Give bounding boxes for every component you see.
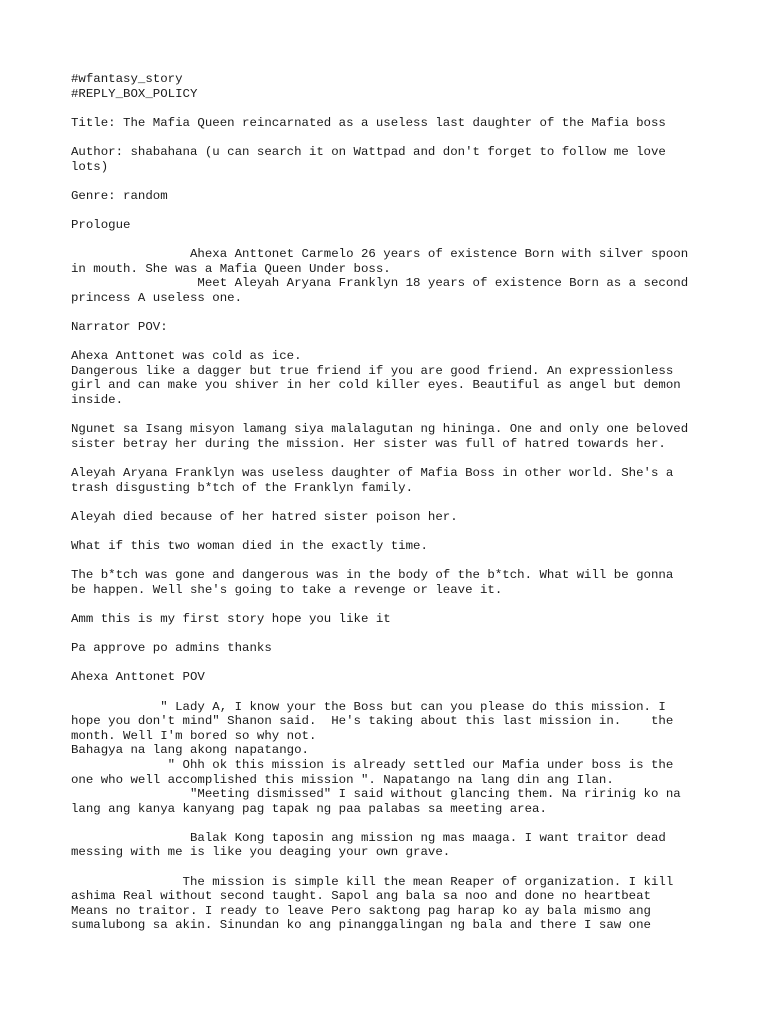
blank-line	[71, 860, 711, 875]
text-line: sister betray her during the mission. Her sister was full of hatred towards her.	[71, 436, 666, 451]
text-line: hope you don't mind" Shanon said. He's taking about this last mission in. the	[71, 714, 674, 729]
blank-line	[71, 495, 711, 510]
blank-line	[71, 130, 711, 145]
text-line: " Ohh ok this mission is already settled our Mafia under boss is the	[71, 757, 674, 772]
text-line: #wfantasy_story	[71, 72, 183, 86]
text-line: Genre: random	[71, 188, 168, 203]
text-line: Narrator POV:	[71, 320, 168, 335]
text-line: Dangerous like a dagger but true friend if you are good friend. An expressionless	[71, 363, 674, 378]
blank-line	[71, 174, 711, 189]
text-line: Pa approve po admins thanks	[71, 641, 272, 656]
blank-line	[71, 101, 711, 116]
text-line: " Lady A, I know your the Boss but can you please do this mission. I	[71, 699, 666, 714]
blank-line	[71, 685, 711, 700]
text-line: #REPLY_BOX_POLICY	[71, 86, 198, 101]
text-line: Amm this is my first story hope you like it	[71, 611, 391, 626]
document-body	[71, 72, 711, 933]
text-line: Ahexa Anttonet POV	[71, 670, 205, 685]
text-line: messing with me is like you deaging your own grave.	[71, 845, 451, 860]
text-line: lots)	[71, 159, 109, 174]
text-line: ashima Real without second taught. Sapol ang bala sa noo and done no heartbeat	[71, 889, 651, 904]
text-line: Aleyah died because of her hatred sister poison her.	[71, 509, 458, 524]
text-line: one who well accomplished this mission ". Napatango na lang din ang Ilan.	[71, 772, 614, 787]
text-line: Title: The Mafia Queen reincarnated as a useless last daughter of the Mafia boss	[71, 115, 666, 130]
text-line: Aleyah Aryana Franklyn was useless daughter of Mafia Boss in other world. She's a	[71, 466, 674, 481]
blank-line	[71, 627, 711, 642]
text-line: "Meeting dismissed" I said without glancing them. Na ririnig ko na	[71, 787, 681, 802]
text-line: Balak Kong taposin ang mission ng mas maaga. I want traitor dead	[71, 830, 666, 845]
blank-line	[71, 451, 711, 466]
blank-line	[71, 203, 711, 218]
text-line: in mouth. She was a Mafia Queen Under boss.	[71, 261, 391, 276]
text-line: Means no traitor. I ready to leave Pero saktong pag harap ko ay bala mismo ang	[71, 903, 651, 918]
text-line: Ngunet sa Isang misyon lamang siya malalagutan ng hininga. One and only one beloved	[71, 422, 689, 437]
text-line: sumalubong sa akin. Sinundan ko ang pinanggalingan ng bala and there I saw one	[71, 918, 651, 933]
text-line: princess A useless one.	[71, 290, 243, 305]
text-line: trash disgusting b*tch of the Franklyn family.	[71, 480, 414, 495]
blank-line	[71, 597, 711, 612]
blank-line	[71, 233, 711, 248]
text-line: Prologue	[71, 217, 131, 232]
blank-line	[71, 656, 711, 671]
text-line: inside.	[71, 393, 124, 408]
text-line: The b*tch was gone and dangerous was in the body of the b*tch. What will be gonna	[71, 568, 674, 583]
blank-line	[71, 554, 711, 569]
text-line: Bahagya na lang akong napatango.	[71, 743, 309, 758]
blank-line	[71, 408, 711, 423]
text-line: month. Well I'm bored so why not.	[71, 728, 317, 743]
text-line: Ahexa Anttonet Carmelo 26 years of existence Born with silver spoon	[71, 247, 689, 262]
blank-line	[71, 335, 711, 350]
text-line: be happen. Well she's going to take a revenge or leave it.	[71, 582, 503, 597]
text-line: What if this two woman died in the exactly time.	[71, 539, 428, 553]
text-line: girl and can make you shiver in her cold killer eyes. Beautiful as angel but demon	[71, 378, 681, 393]
blank-line	[71, 524, 711, 539]
blank-line	[71, 306, 711, 321]
text-line: Meet Aleyah Aryana Franklyn 18 years of existence Born as a second	[71, 276, 689, 291]
text-line: lang ang kanya kanyang pag tapak ng paa palabas sa meeting area.	[71, 801, 547, 816]
blank-line	[71, 816, 711, 831]
text-line: Author: shabahana (u can search it on Wattpad and don't forget to follow me love	[71, 144, 666, 159]
text-line: The mission is simple kill the mean Reaper of organization. I kill	[71, 874, 674, 889]
text-line: Ahexa Anttonet was cold as ice.	[71, 349, 302, 364]
